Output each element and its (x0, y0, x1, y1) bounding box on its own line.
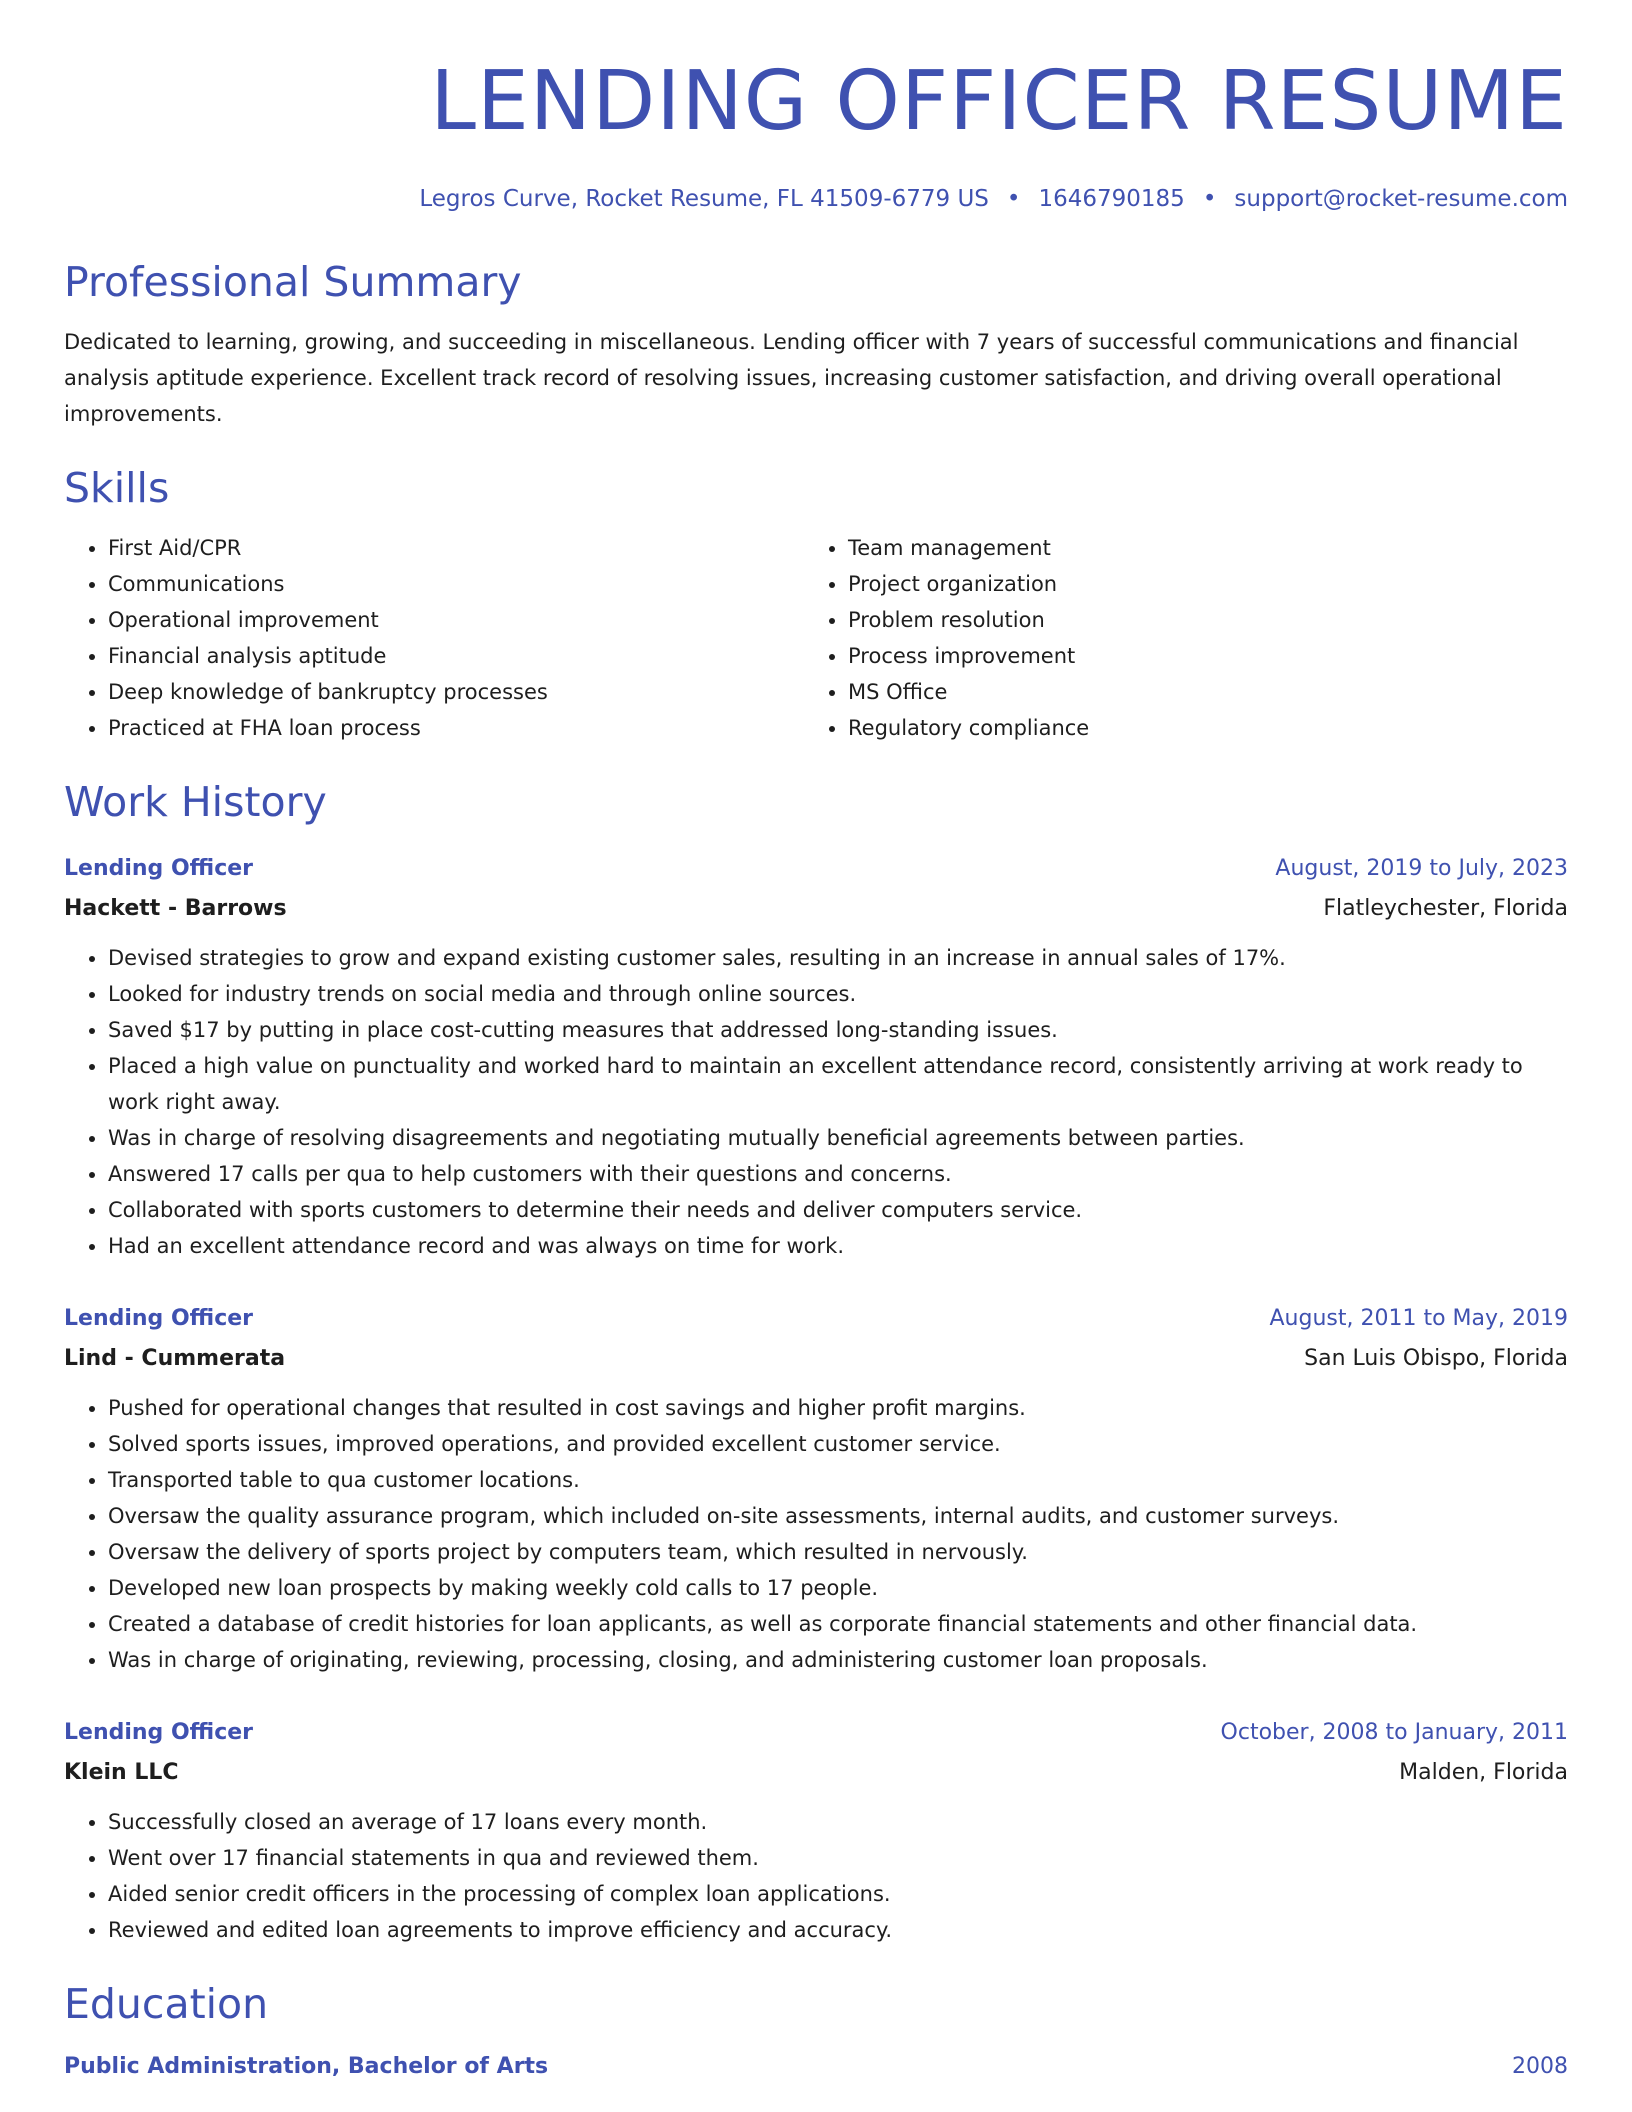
job-role: Lending Officer (64, 1720, 254, 1745)
resume-page (64, 0, 1568, 2082)
summary-heading: Professional Summary (64, 258, 522, 306)
skills-left-list (64, 530, 806, 746)
job-bullet: • Aided senior credit officers in the processing of complex loan applications. (108, 1876, 1568, 1912)
education-heading: Education (64, 1980, 269, 2028)
job-bullet-list (64, 940, 1568, 1264)
job-company: Hackett - Barrows (64, 896, 287, 921)
job-company-row (64, 1344, 1568, 1374)
job-bullet: • Placed a high value on punctuality and worked hard to maintain an excellent attendance record, consistently arriving at work ready to work right away. (108, 1048, 1568, 1120)
job-entry (64, 854, 1568, 1264)
job-bullet-list (64, 1804, 1568, 1948)
job-company-row (64, 894, 1568, 924)
job-location: Flatleychester, Florida (1323, 896, 1568, 921)
contact-address: Legros Curve, Rocket Resume, FL 41509-6779 US (419, 186, 989, 212)
resume-title: LENDING OFFICER RESUME (430, 54, 1568, 149)
education-year: 2008 (1512, 2054, 1568, 2079)
skill-item: • Communications (108, 566, 806, 602)
skills-section (64, 462, 1568, 746)
skill-item: • First Aid/CPR (108, 530, 806, 566)
job-title-row (64, 854, 1568, 884)
job-dates: October, 2008 to January, 2011 (1220, 1720, 1568, 1745)
work-history-section (64, 776, 1568, 1948)
skills-heading: Skills (64, 464, 170, 512)
job-bullet: • Was in charge of originating, reviewing, processing, closing, and administering customer loan proposals. (108, 1642, 1568, 1678)
job-bullet: • Created a database of credit histories for loan applicants, as well as corporate financial statements and other financial data. (108, 1606, 1568, 1642)
contact-line (64, 184, 1568, 214)
job-bullet: • Successfully closed an average of 17 loans every month. (108, 1804, 1568, 1840)
job-entry (64, 1304, 1568, 1678)
skill-item: • Regulatory compliance (848, 710, 1548, 746)
job-title-row (64, 1718, 1568, 1748)
skill-item: • Deep knowledge of bankruptcy processes (108, 674, 806, 710)
job-role: Lending Officer (64, 856, 254, 881)
resume-header (64, 0, 1568, 214)
job-location: Malden, Florida (1399, 1760, 1568, 1785)
job-bullet: • Was in charge of resolving disagreements and negotiating mutually beneficial agreements between parties. (108, 1120, 1568, 1156)
job-location: San Luis Obispo, Florida (1304, 1346, 1568, 1371)
job-bullet: • Oversaw the delivery of sports project by computers team, which resulted in nervously. (108, 1534, 1568, 1570)
job-bullet-list (64, 1390, 1568, 1678)
job-bullet: • Had an excellent attendance record and was always on time for work. (108, 1228, 1568, 1264)
education-degree: Public Administration, Bachelor of Arts (64, 2054, 549, 2079)
job-company: Klein LLC (64, 1760, 179, 1785)
education-entry (64, 2052, 1568, 2082)
job-dates: August, 2011 to May, 2019 (1269, 1306, 1568, 1331)
contact-separator: • (1202, 186, 1217, 212)
job-list (64, 854, 1568, 1948)
summary-section (64, 256, 1568, 432)
job-role: Lending Officer (64, 1306, 254, 1331)
contact-separator: • (1006, 186, 1021, 212)
contact-email[interactable]: support@rocket-resume.com (1234, 186, 1568, 212)
skill-item: • Operational improvement (108, 602, 806, 638)
skill-item: • Project organization (848, 566, 1548, 602)
job-title-row (64, 1304, 1568, 1334)
work-history-heading: Work History (64, 778, 327, 826)
skill-item: • Financial analysis aptitude (108, 638, 806, 674)
job-bullet: • Answered 17 calls per qua to help customers with their questions and concerns. (108, 1156, 1568, 1192)
skill-item: • Problem resolution (848, 602, 1548, 638)
skill-item: • MS Office (848, 674, 1548, 710)
job-bullet: • Reviewed and edited loan agreements to improve efficiency and accuracy. (108, 1912, 1568, 1948)
job-bullet: • Pushed for operational changes that resulted in cost savings and higher profit margins. (108, 1390, 1568, 1426)
job-entry (64, 1718, 1568, 1948)
skill-item: • Practiced at FHA loan process (108, 710, 806, 746)
job-company-row (64, 1758, 1568, 1788)
education-section (64, 1978, 1568, 2082)
job-bullet: • Devised strategies to grow and expand existing customer sales, resulting in an increase in annual sales of 17%. (108, 940, 1568, 976)
skills-right-list (806, 530, 1548, 746)
job-bullet: • Looked for industry trends on social media and through online sources. (108, 976, 1568, 1012)
skill-item: • Process improvement (848, 638, 1548, 674)
job-bullet: • Transported table to qua customer locations. (108, 1462, 1568, 1498)
job-bullet: • Solved sports issues, improved operations, and provided excellent customer service. (108, 1426, 1568, 1462)
job-dates: August, 2019 to July, 2023 (1275, 856, 1568, 881)
skills-columns (64, 530, 1568, 746)
contact-phone: 1646790185 (1038, 186, 1185, 212)
job-bullet: • Went over 17 financial statements in qua and reviewed them. (108, 1840, 1568, 1876)
job-bullet: • Saved $17 by putting in place cost-cutting measures that addressed long-standing issues. (108, 1012, 1568, 1048)
job-bullet: • Oversaw the quality assurance program, which included on-site assessments, internal audits, and customer surveys. (108, 1498, 1568, 1534)
job-bullet: • Developed new loan prospects by making weekly cold calls to 17 people. (108, 1570, 1568, 1606)
job-company: Lind - Cummerata (64, 1346, 286, 1371)
skill-item: • Team management (848, 530, 1548, 566)
summary-text: Dedicated to learning, growing, and succeeding in miscellaneous. Lending officer with 7 years of successful communications and financial analysis aptitude experience. Excellent track record of resolving issues, increasing customer satisfaction, and driving overall operational improvements. (64, 330, 1519, 426)
job-bullet: • Collaborated with sports customers to determine their needs and deliver computers service. (108, 1192, 1568, 1228)
